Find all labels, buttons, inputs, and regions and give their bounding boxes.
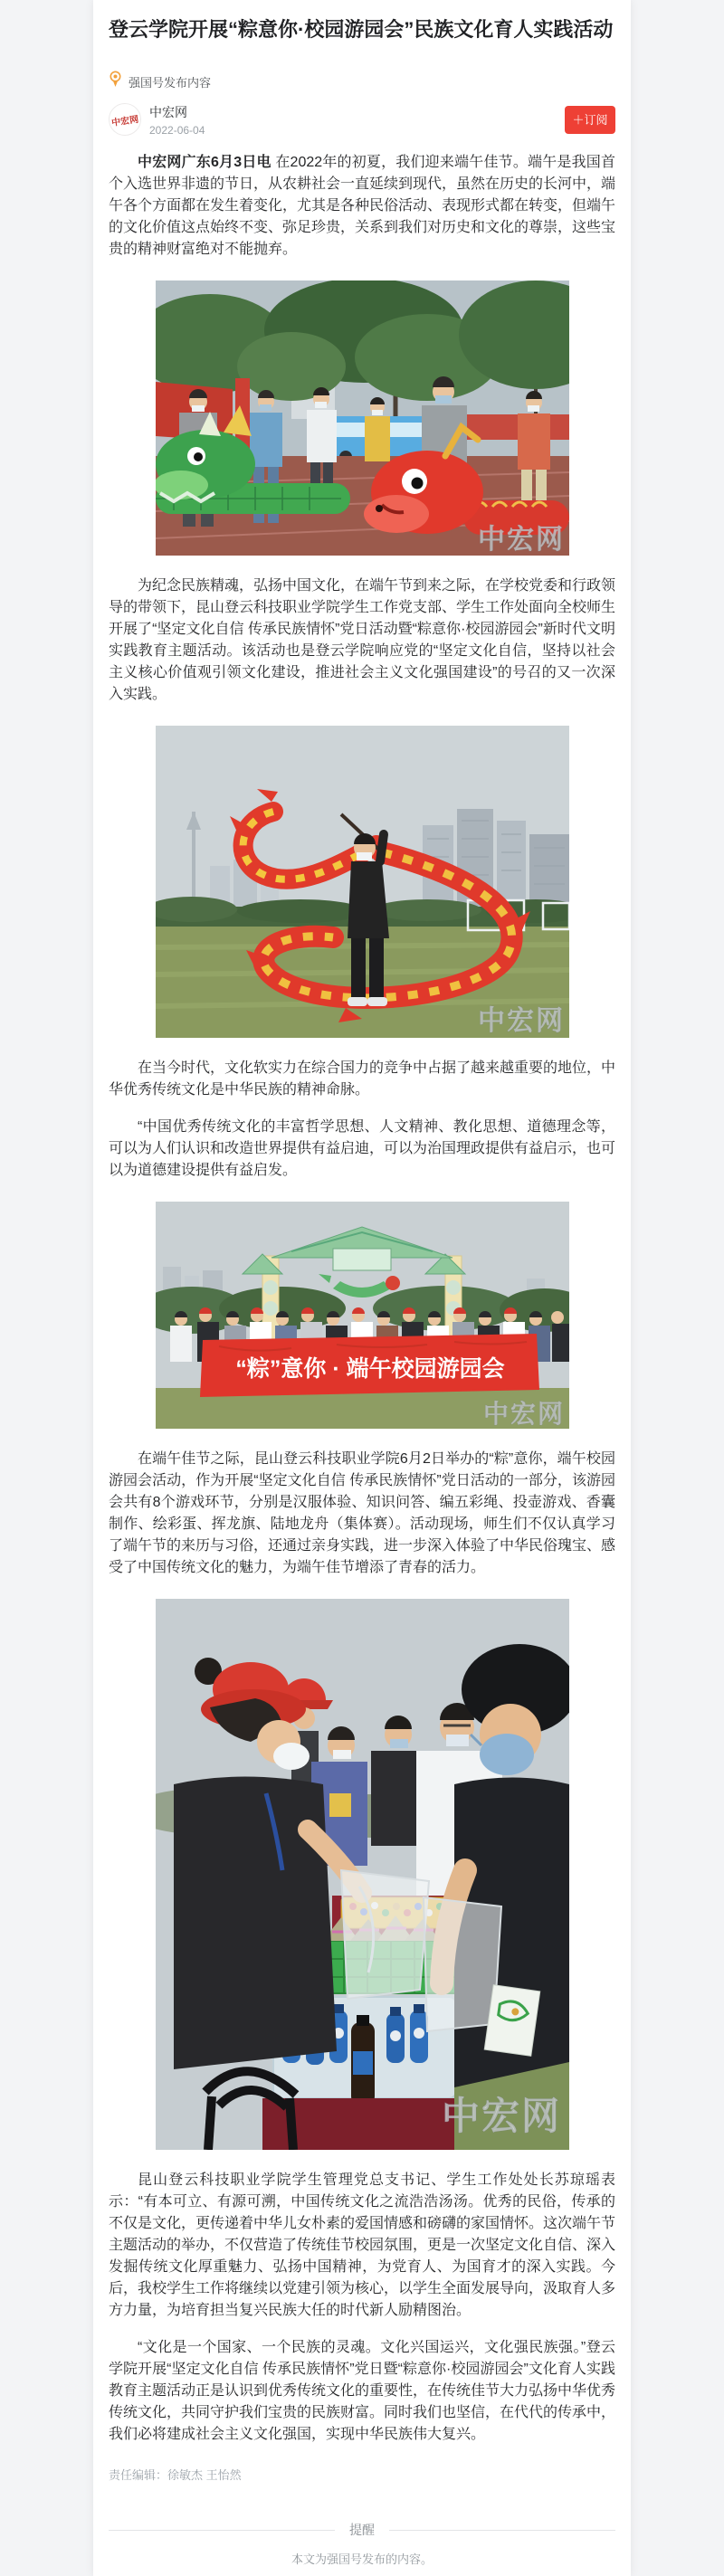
source-badge-label: 强国号发布内容 [129, 75, 212, 90]
paragraph-4: “中国优秀传统文化的丰富哲学思想、人文精神、教化思想、道德理念等，可以为人们认识和改造世界提供有益启迪，可以为治国理政提供有益启示，也可以为道德建设提供有益启发。 [109, 1119, 616, 1178]
subscribe-button[interactable]: ＋订阅 [565, 106, 615, 134]
photo2-watermark: 中宏网 [477, 1006, 565, 1036]
photo3-watermark: 中宏网 [482, 1400, 565, 1428]
publisher-row [109, 102, 615, 137]
cola-bottles [351, 2015, 375, 2105]
photo-group-banner[interactable] [156, 1202, 569, 1429]
paragraph-5: 在端午佳节之际，昆山登云科技职业学院6月2日举办的“粽”意你，端午校园游园会活动，作为开展“坚定文化自信 传承民族情怀”党日活动的一部分，该游园会共有8个游戏环节，分别是汉服体验、知识问答、编五彩绳、投壶游戏、香囊制作、绘彩蛋、挥龙旗、陆地龙舟（集体赛）。活动现场，师生们不仅认真学习了端午节的来历与习俗，还通过亲身实践，进一步深入体验了中华民俗瑰宝、感受了中国传统文化的魅力，为端午佳节增添了青春的活力。 [109, 1451, 616, 1575]
source-badge [109, 72, 615, 90]
article-card [93, 0, 631, 2576]
divider-line-left [109, 2530, 335, 2531]
notice-title: 提醒 [349, 2523, 375, 2537]
photo-distribution[interactable] [156, 1599, 569, 2150]
notice-divider [109, 2521, 615, 2539]
dateline: 中宏网广东6月3日电 [138, 155, 272, 170]
paragraph-6: 昆山登云科技职业学院学生管理党总支书记、学生工作处处长苏琼瑶表示：“有本可立、有源可溯，中国传统文化之流浩浩汤汤。优秀的民俗，传承的不仅是文化，更传递着中华儿女朴素的爱国情感和磅礴的家国情怀。这次端午节主题活动的举办，不仅营造了传统佳节校园氛围，更是一次坚定文化自信、深入发掘传统文化厚重魅力、弘扬中国精神，为党育人、为国育才的深入实践。今后，我校学生工作将继续以党建引领为核心，以学生全面发展导向，汲取育人多方力量，为培育担当复兴民族大任的时代新人励精图治。 [109, 2172, 616, 2318]
photo4-watermark: 中宏网 [441, 2095, 561, 2137]
event-banner [200, 1334, 539, 1397]
medal-icon [109, 71, 122, 92]
paragraph-3: 在当今时代，文化软实力在综合国力的竞争中占据了越来越重要的地位，中华优秀传统文化是中华民族的精神命脉。 [109, 1060, 616, 1098]
notice-section [109, 2521, 615, 2567]
banner-text: “粽”意你 · 端午校园游园会 [234, 1356, 505, 1382]
page-title: 登云学院开展“粽意你·校园游园会”民族文化育人实践活动 [109, 18, 614, 41]
publish-date: 2022-06-04 [149, 123, 205, 137]
photo-dragon-boat-props[interactable] [156, 280, 569, 556]
publisher-name[interactable]: 中宏网 [149, 104, 187, 119]
divider-line-right [389, 2530, 615, 2531]
publisher-avatar-text: 中宏网 [110, 114, 139, 128]
photo-dragon-ribbon[interactable] [156, 726, 569, 1038]
publisher-avatar[interactable] [109, 103, 141, 136]
article-body [109, 152, 615, 2446]
photo1-watermark: 中宏网 [477, 525, 565, 555]
notice-text: 本文为强国号发布的内容。 [291, 2552, 433, 2566]
editor-line: 责任编辑：徐敏杰 王怡然 [109, 2468, 242, 2482]
paragraph-1: 中宏网广东6月3日电 在2022年的初夏，我们迎来端午佳节。端午是我国首个入选世界非遗的节日，从农耕社会一直延续到现代，虽然在历史的长河中，端午各个方面都在发生着变化，尤其是各种民俗活动、表现形式都在转变，但端午的文化价值这点始终不变、弥足珍贵，关系到我们对历史和文化的尊崇，这些宝贵的精神财富绝对不能抛弃。 [109, 155, 616, 257]
paragraph-7: “文化是一个国家、一个民族的灵魂。文化兴国运兴，文化强民族强。”登云学院开展“坚定文化自信 传承民族情怀”党日暨“粽意你·校园游园会”文化育人实践教育主题活动正是认识到优秀传统文化的重要性，在传统佳节大力弘扬中华优秀传统文化，共同守护我们宝贵的民族财富。同时我们也坚信，在代代的传承中，我们必将建成社会主义文化强国，实现中华民族伟大复兴。 [109, 2340, 616, 2442]
paragraph-2: 为纪念民族精魂，弘扬中国文化，在端午节到来之际，在学校党委和行政领导的带领下，昆山登云科技职业学院学生工作党支部、学生工作处面向全校师生开展了“坚定文化自信 传承民族情怀”党日活动暨“粽意你·校园游园会”新时代文明实践教育主题活动。该活动也是登云学院响应党的“坚定文化自信，坚持以社会主义核心价值观引领文化建设，推进社会主义文化强国建设”的号召的又一次深入实践。 [109, 578, 616, 702]
